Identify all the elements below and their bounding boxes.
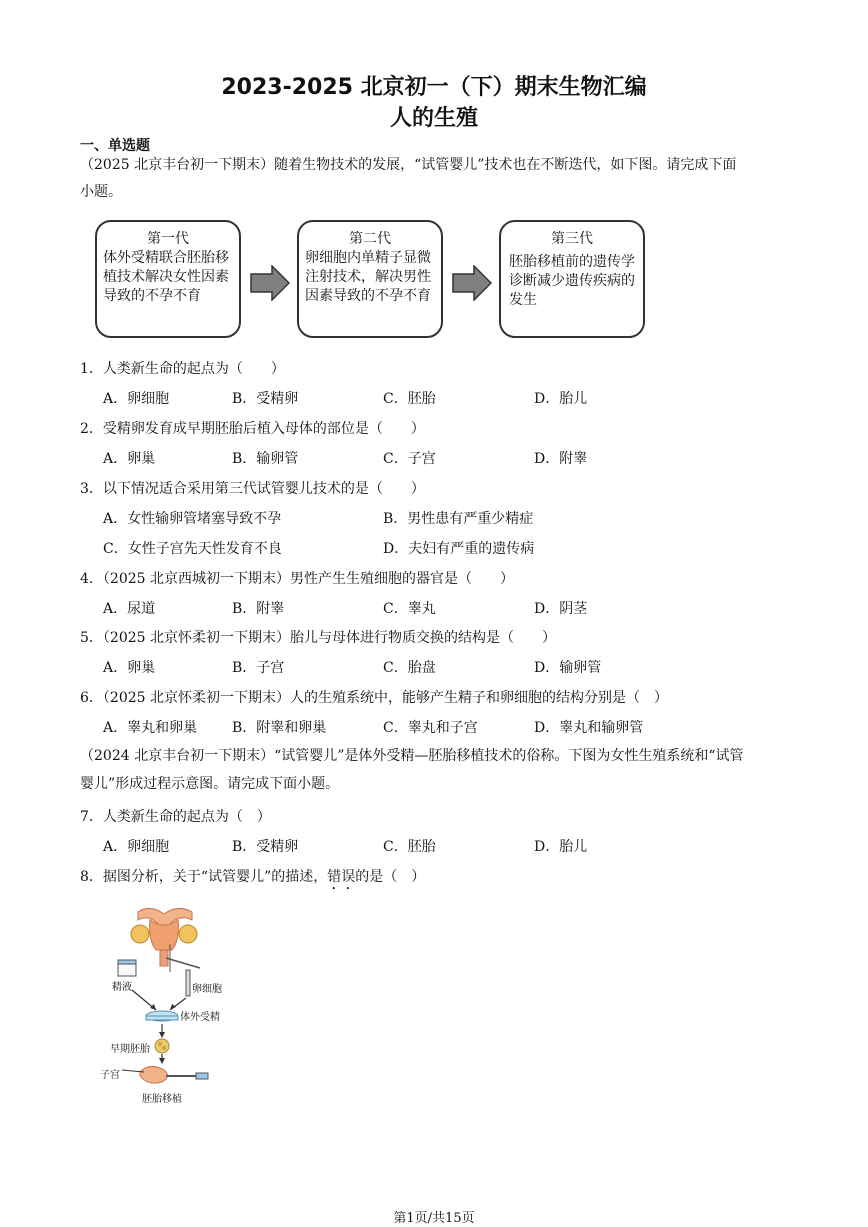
option-a: A．尿道 <box>103 601 156 617</box>
question-stem-part: 的是（ ） <box>355 869 426 885</box>
intro-paragraph-line: 婴儿”形成过程示意图。请完成下面小题。 <box>80 776 340 792</box>
generation-text: 体外受精联合胚胎移植技术解决女性因素导致的不孕不育 <box>103 250 229 304</box>
generation-title: 第二代 <box>349 231 391 247</box>
document-subtitle: 人的生殖 <box>389 106 478 131</box>
generation-box-2 <box>297 220 443 338</box>
option-d: D．附睾 <box>534 451 588 467</box>
option-a: A．女性输卵管堵塞导致不孕 <box>103 511 282 527</box>
question-stem: 7．人类新生命的起点为（ ） <box>80 809 271 825</box>
option-b: B．受精卵 <box>232 839 299 855</box>
label-sperm: 精液 <box>112 982 132 993</box>
right-arrow-icon <box>452 265 492 301</box>
option-d: D．胎儿 <box>534 391 588 407</box>
generation-text: 胚胎移植前的遗传学诊断减少遗传疾病的发生 <box>509 254 635 308</box>
label-embryo-transfer: 胚胎移植 <box>142 1094 182 1105</box>
option-c: C．睾丸 <box>383 601 436 617</box>
option-d: D．夫妇有严重的遗传病 <box>383 541 535 557</box>
label-early-embryo: 早期胚胎 <box>110 1044 150 1055</box>
question-stem: 4．（2025 北京西城初一下期末）男性产生生殖细胞的器官是（ ） <box>80 571 514 587</box>
label-egg: 卵细胞 <box>192 984 222 995</box>
page-footer: 第1页/共15页 <box>393 1211 475 1226</box>
option-c: C．胎盘 <box>383 660 436 676</box>
option-c: C．女性子宫先天性发育不良 <box>103 541 282 557</box>
option-c: C．胚胎 <box>383 391 436 407</box>
option-d: D．阴茎 <box>534 601 588 617</box>
generation-box-3 <box>499 220 645 338</box>
option-b: B．男性患有严重少精症 <box>383 511 534 527</box>
generation-box-1 <box>95 220 241 338</box>
question-stem <box>80 866 425 893</box>
option-d: D．睾丸和输卵管 <box>534 720 644 736</box>
right-arrow-icon <box>250 265 290 301</box>
option-c: C．胚胎 <box>383 839 436 855</box>
ivf-diagram <box>100 900 230 1110</box>
label-ivf: 体外受精 <box>180 1012 220 1023</box>
question-stem: 6．（2025 北京怀柔初一下期末）人的生殖系统中，能够产生精子和卵细胞的结构分别是（ ） <box>80 690 668 706</box>
intro-paragraph-line: （2024 北京丰台初一下期末）“试管婴儿”是体外受精—胚胎移植技术的俗称。下图为女性生殖系统和“试管 <box>80 748 744 764</box>
intro-paragraph-line: 小题。 <box>80 184 122 200</box>
question-stem-part: 8．据图分析，关于“试管婴儿”的描述， <box>80 869 328 885</box>
document-title: 2023-2025 北京初一（下）期末生物汇编 <box>221 75 647 100</box>
option-b: B．附睾 <box>232 601 285 617</box>
emphasis-word: 错误 <box>327 869 356 885</box>
option-d: D．胎儿 <box>534 839 588 855</box>
option-a: A．卵细胞 <box>103 391 170 407</box>
question-stem: 5．（2025 北京怀柔初一下期末）胎儿与母体进行物质交换的结构是（ ） <box>80 630 556 646</box>
option-c: C．睾丸和子宫 <box>383 720 478 736</box>
option-b: B．受精卵 <box>232 391 299 407</box>
generation-text: 卵细胞内单精子显微注射技术，解决男性因素导致的不孕不育 <box>305 250 431 304</box>
question-stem: 3．以下情况适合采用第三代试管婴儿技术的是（ ） <box>80 481 425 497</box>
option-b: B．输卵管 <box>232 451 299 467</box>
question-stem: 2．受精卵发育成早期胚胎后植入母体的部位是（ ） <box>80 421 425 437</box>
option-c: C．子宫 <box>383 451 436 467</box>
option-a: A．卵细胞 <box>103 839 170 855</box>
option-d: D．输卵管 <box>534 660 602 676</box>
question-stem: 1．人类新生命的起点为（ ） <box>80 361 285 377</box>
option-b: B．子宫 <box>232 660 285 676</box>
label-uterus: 子宫 <box>100 1070 120 1081</box>
intro-paragraph-line: （2025 北京丰台初一下期末）随着生物技术的发展，“试管婴儿”技术也在不断迭代，如下图。请完成下面 <box>80 157 737 173</box>
generation-title: 第一代 <box>147 231 189 247</box>
option-a: A．睾丸和卵巢 <box>103 720 198 736</box>
option-b: B．附睾和卵巢 <box>232 720 327 736</box>
option-a: A．卵巢 <box>103 451 156 467</box>
option-a: A．卵巢 <box>103 660 156 676</box>
section-heading: 一、单选题 <box>80 138 150 154</box>
generation-title: 第三代 <box>551 231 593 247</box>
